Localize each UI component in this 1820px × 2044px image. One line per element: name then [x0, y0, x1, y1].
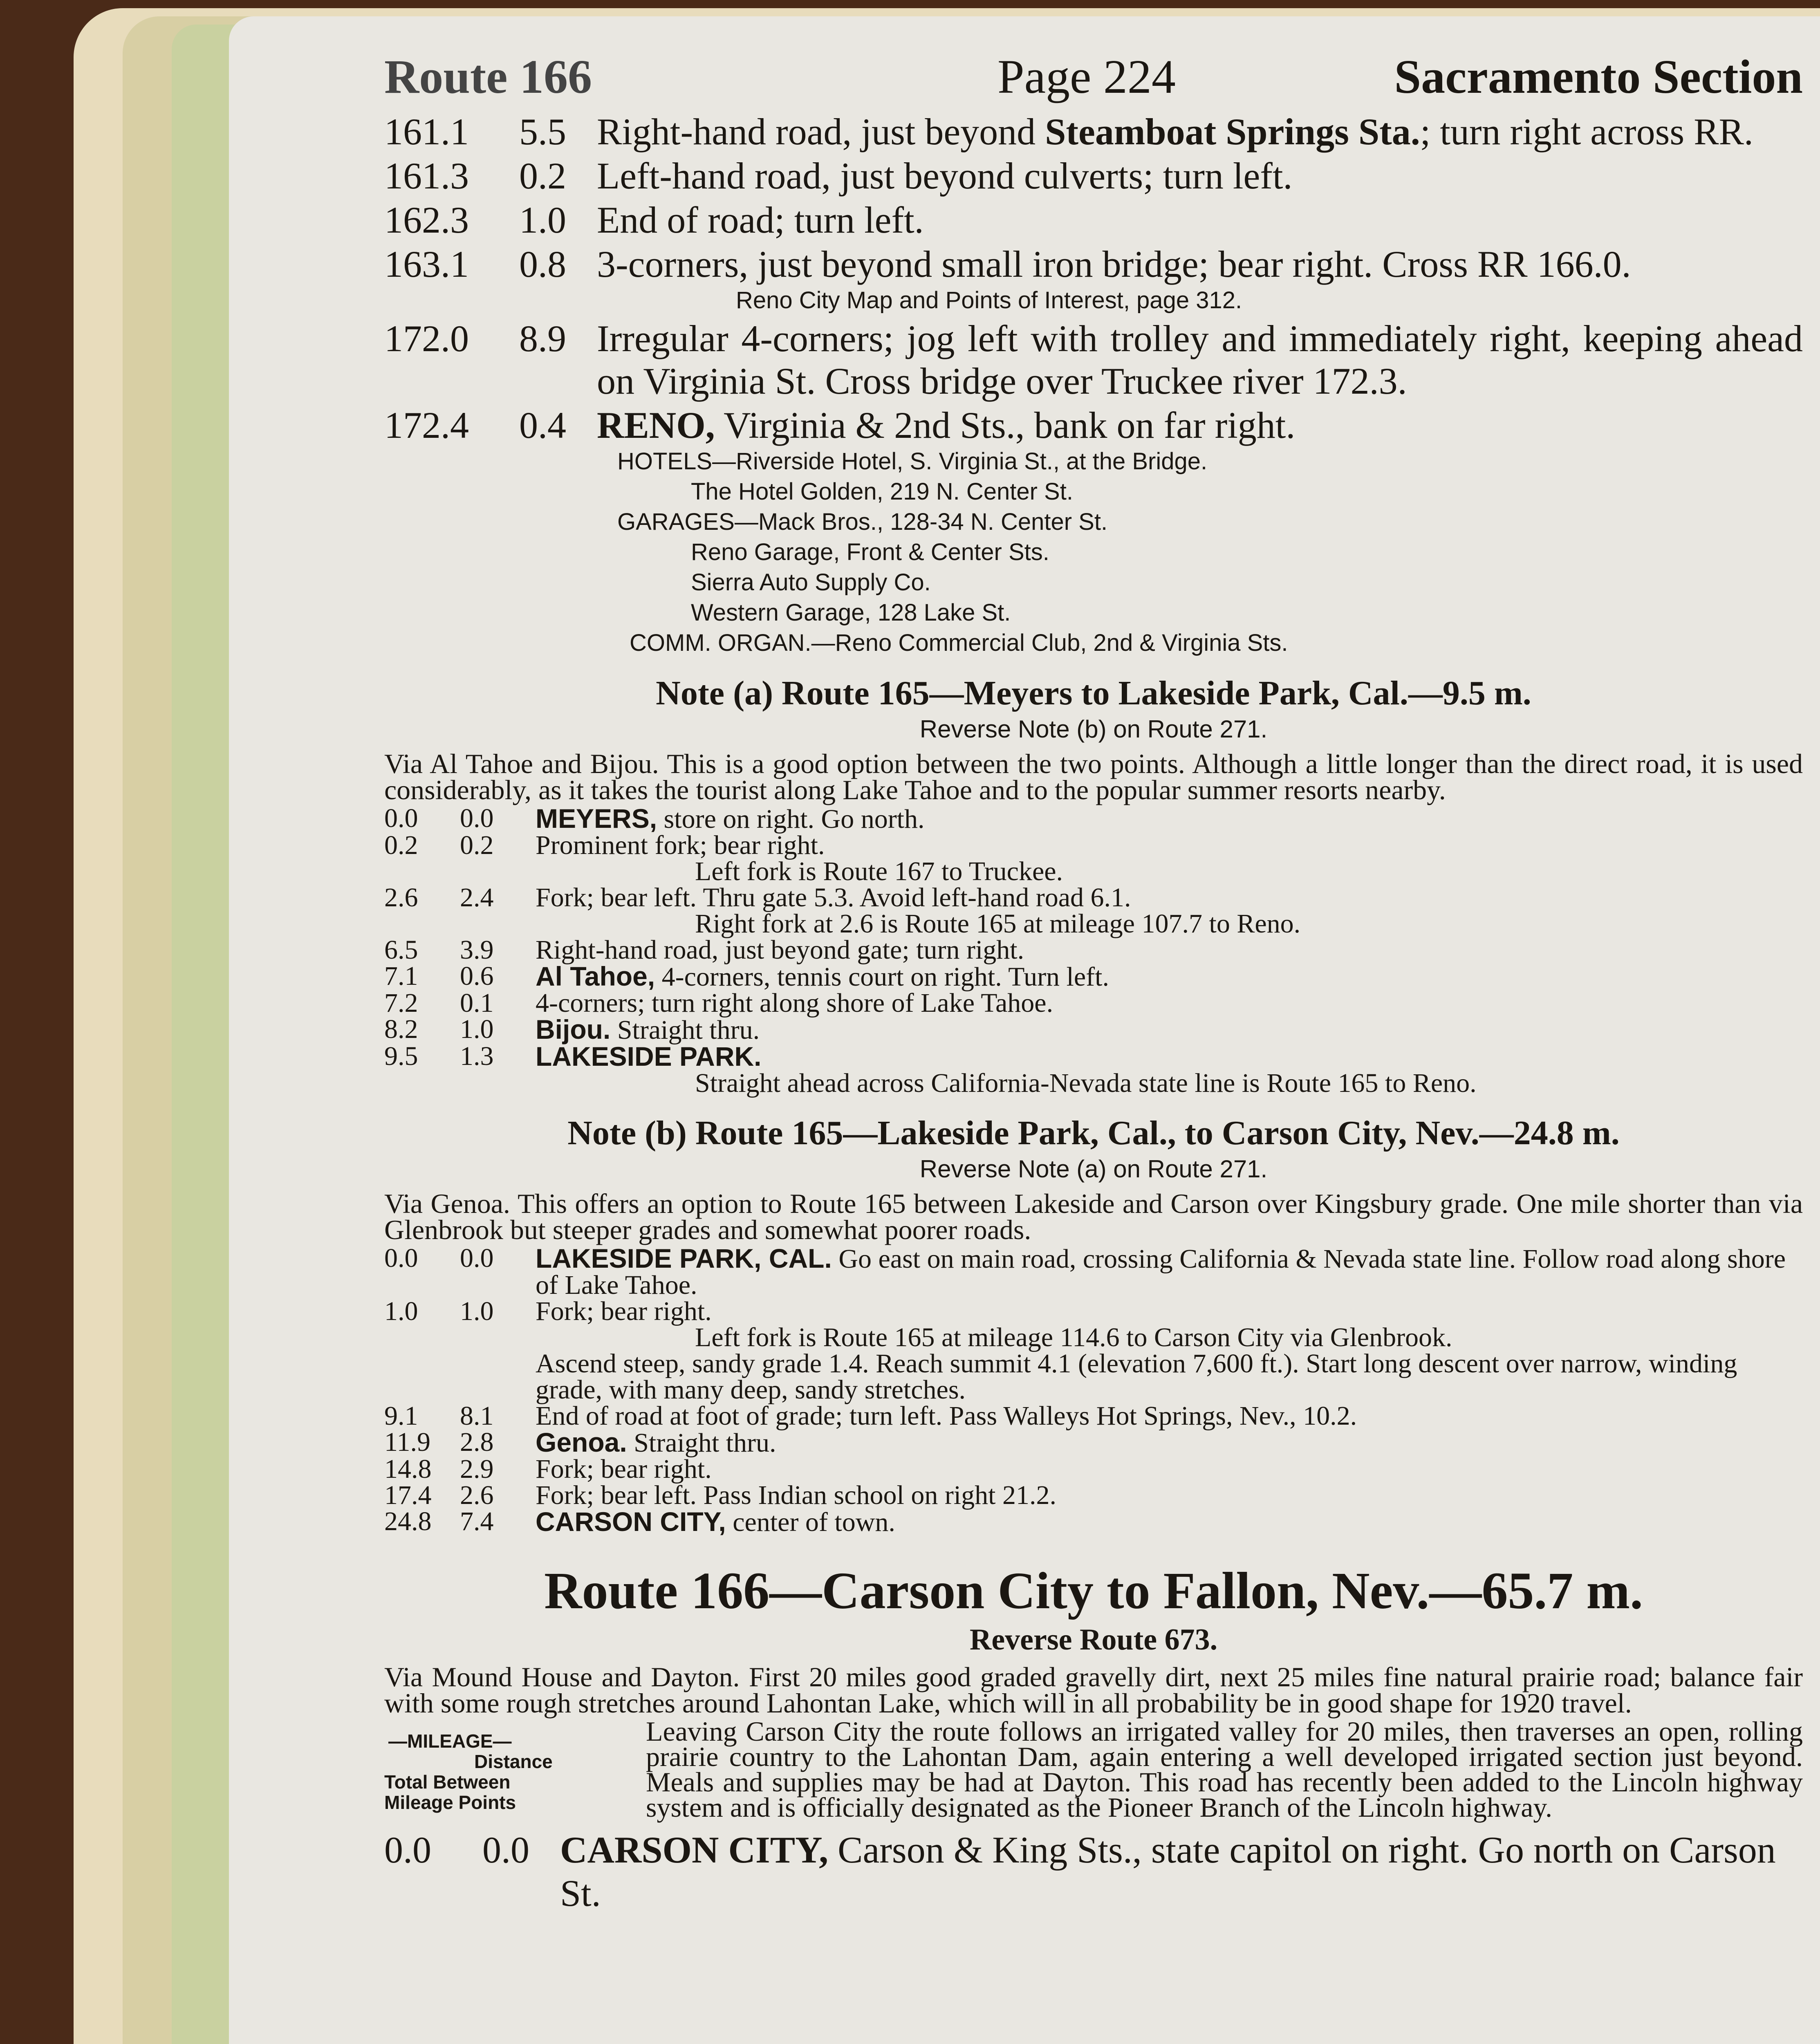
reno-detail-line: HOTELS—Riverside Hotel, S. Virginia St., at the Bridge. — [617, 448, 1208, 475]
header-route: Route 166 — [384, 50, 592, 103]
cumulative-mileage: 161.3 — [384, 155, 469, 197]
entry-detail: Go east on main road, crossing California & Nevada state line. Follow road along shore of Lake Tahoe. — [536, 1244, 1786, 1300]
entry-text — [536, 885, 1803, 911]
entry-detail: center of town. — [726, 1507, 895, 1537]
entry-text — [536, 1508, 1803, 1535]
intermediate-mileage: 0.0 — [460, 1243, 494, 1273]
place-name: Genoa. — [536, 1427, 627, 1457]
note-sub-line: Left fork is Route 167 to Truckee. — [695, 856, 1063, 886]
intermediate-mileage: 0.8 — [519, 243, 566, 285]
note-entry — [384, 963, 1803, 990]
entry-text — [597, 155, 1803, 197]
entry-detail: Straight thru. — [610, 1015, 760, 1045]
entry-detail: Fork; bear right. — [536, 1454, 712, 1484]
note-entry — [384, 1245, 1803, 1298]
place-name: LAKESIDE PARK, CAL. — [536, 1243, 832, 1273]
note-entry — [384, 1043, 1803, 1070]
place-name: MEYERS, — [536, 803, 657, 834]
entry-text — [560, 1828, 1803, 1915]
intermediate-mileage: 1.0 — [460, 1014, 494, 1044]
route-166-start — [384, 1828, 1803, 1915]
entry-text — [536, 1043, 1803, 1070]
note-entry — [384, 1016, 1803, 1043]
entry-detail: 4-corners; turn right along shore of Lake Tahoe. — [536, 988, 1053, 1018]
intermediate-mileage: 0.0 — [482, 1829, 529, 1871]
entry-text — [597, 199, 1803, 241]
place-name: RENO, — [597, 404, 715, 446]
mileage-block — [384, 1716, 1803, 1823]
note-a-reverse: Reverse Note (b) on Route 271. — [919, 715, 1268, 743]
intermediate-mileage: 1.0 — [460, 1296, 494, 1326]
reno-detail-line: COMM. ORGAN.—Reno Commercial Club, 2nd & Virginia Sts. — [630, 630, 1288, 656]
intermediate-mileage: 0.1 — [460, 988, 494, 1018]
note-entry — [384, 1298, 1803, 1325]
note-sub-line: Ascend steep, sandy grade 1.4. Reach summit 4.1 (elevation 7,600 ft.). Start long descent over narrow, winding grade, with many deep, sandy stretches. — [536, 1349, 1737, 1405]
note-b-intro: Via Genoa. This offers an option to Route 165 between Lakeside and Carson over Kingsbury grade. One mile shorter than via Glenbrook but steeper grades and somewhat poorer roads. — [384, 1188, 1803, 1245]
intermediate-mileage: 0.2 — [519, 155, 566, 197]
intermediate-mileage: 0.4 — [519, 404, 566, 446]
entry-detail: Carson & King Sts., state capitol on right. Go north on Carson St. — [560, 1829, 1776, 1914]
intermediate-mileage: 2.6 — [460, 1480, 494, 1510]
cumulative-mileage: 163.1 — [384, 243, 469, 285]
entry-text — [536, 1429, 1803, 1456]
place-name: CARSON CITY, — [560, 1829, 829, 1871]
note-a-rows — [384, 805, 1803, 1096]
intermediate-mileage: 2.4 — [460, 883, 494, 912]
mileage-key — [384, 1719, 646, 1820]
cumulative-mileage: 24.8 — [384, 1506, 432, 1536]
intermediate-mileage: 0.0 — [460, 803, 494, 833]
entry-detail: Right-hand road, just beyond — [597, 111, 1045, 152]
page-content — [384, 33, 1803, 1915]
intermediate-mileage: 8.1 — [460, 1401, 494, 1431]
cumulative-mileage: 172.0 — [384, 318, 469, 359]
entry-detail: End of road; turn left. — [597, 199, 924, 241]
entry-text — [536, 963, 1803, 990]
entry-text — [536, 1403, 1803, 1429]
route-166-intro-2: Leaving Carson City the route follows an irrigated valley for 20 miles, then traverses an open, rolling prairie country to the Lahontan Dam, again entering a well developed irrigated section just beyond. Meals and supplies may be had at Dayton. This road has recently been added to the Lincoln highway system and is officially designated as the Pioneer Branch of the Lincoln highway. — [646, 1716, 1803, 1823]
entry-text — [536, 1482, 1803, 1508]
entry-text — [536, 805, 1803, 832]
entry-text — [597, 110, 1803, 153]
cumulative-mileage: 162.3 — [384, 199, 469, 241]
note-sub-line: Right fork at 2.6 is Route 165 at mileage 107.7 to Reno. — [695, 909, 1301, 939]
reno-detail-line: Western Garage, 128 Lake St. — [691, 599, 1011, 626]
cumulative-mileage: 17.4 — [384, 1480, 432, 1510]
entry-detail: Prominent fork; bear right. — [536, 830, 825, 860]
cumulative-mileage: 7.1 — [384, 961, 418, 991]
entry-text — [536, 1456, 1803, 1482]
route-166-intro: Via Mound House and Dayton. First 20 miles good graded gravelly dirt, next 25 miles fine natural prairie road; balance fair with some rough stretches around Lahontan Lake, which will in all probability be in good shape for 1920 travel. — [384, 1661, 1803, 1719]
entry-text — [536, 832, 1803, 858]
mileage-key-distance: Distance — [474, 1751, 553, 1772]
reno-detail-line: Reno Garage, Front & Center Sts. — [691, 539, 1049, 565]
entry-text — [536, 1298, 1803, 1325]
note-entry — [384, 937, 1803, 963]
entry-172-4 — [384, 404, 1803, 446]
page-header — [384, 33, 1803, 110]
intermediate-mileage: 1.3 — [460, 1041, 494, 1071]
cumulative-mileage: 8.2 — [384, 1014, 418, 1044]
intermediate-mileage: 1.0 — [519, 199, 566, 241]
note-entry — [384, 1508, 1803, 1535]
entry-detail: Virginia & 2nd Sts., bank on far right. — [715, 404, 1296, 446]
intermediate-mileage: 3.9 — [460, 935, 494, 965]
entry-detail: 4-corners, tennis court on right. Turn left. — [655, 962, 1109, 992]
route-entry — [384, 243, 1803, 285]
route-entry — [384, 110, 1803, 153]
note-a-heading: Note (a) Route 165—Meyers to Lakeside Park, Cal.—9.5 m. — [656, 674, 1531, 712]
intermediate-mileage: 2.9 — [460, 1454, 494, 1484]
cumulative-mileage: 14.8 — [384, 1454, 432, 1484]
mileage-key-total: Total Between — [384, 1771, 511, 1793]
mileage-key-title: —MILEAGE— — [388, 1730, 512, 1752]
entry-text — [536, 990, 1803, 1016]
route-entry — [384, 155, 1803, 197]
route-166-heading: Route 166—Carson City to Fallon, Nev.—65.7 m. — [544, 1562, 1643, 1620]
main-entries — [384, 110, 1803, 285]
entry-detail: Right-hand road, just beyond gate; turn right. — [536, 935, 1024, 965]
route-entry — [384, 199, 1803, 241]
entry-text — [536, 1016, 1803, 1043]
reno-detail-line: The Hotel Golden, 219 N. Center St. — [691, 478, 1073, 505]
cumulative-mileage: 1.0 — [384, 1296, 418, 1326]
entry-detail: Fork; bear right. — [536, 1296, 712, 1326]
entry-172-0 — [384, 317, 1803, 402]
entry-detail: End of road at foot of grade; turn left. Pass Walleys Hot Springs, Nev., 10.2. — [536, 1401, 1357, 1431]
note-entry — [384, 1482, 1803, 1508]
place-name: Bijou. — [536, 1014, 611, 1044]
cumulative-mileage: 7.2 — [384, 988, 418, 1018]
cumulative-mileage: 9.1 — [384, 1401, 418, 1431]
place-name: Steamboat Springs Sta. — [1045, 111, 1420, 152]
book-page — [229, 16, 1820, 2044]
note-entry — [384, 885, 1803, 911]
intermediate-mileage: 7.4 — [460, 1506, 494, 1536]
cumulative-mileage: 0.0 — [384, 1243, 418, 1273]
note-b-rows — [384, 1245, 1803, 1535]
note-entry — [384, 990, 1803, 1016]
cumulative-mileage: 9.5 — [384, 1041, 418, 1071]
place-name: CARSON CITY, — [536, 1506, 726, 1537]
cumulative-mileage: 0.0 — [384, 1829, 431, 1871]
entry-detail: Left-hand road, just beyond culverts; turn left. — [597, 155, 1293, 197]
entry-text — [597, 243, 1803, 285]
cumulative-mileage: 0.2 — [384, 830, 418, 860]
cumulative-mileage: 6.5 — [384, 935, 418, 965]
entry-text — [536, 1245, 1803, 1298]
entry-text: Irregular 4-corners; jog left with trolley and immediately right, keeping ahead on Virginia St. Cross bridge over Truckee river 172.3. — [597, 318, 1803, 402]
note-b-reverse: Reverse Note (a) on Route 271. — [919, 1155, 1268, 1183]
cumulative-mileage: 0.0 — [384, 803, 418, 833]
note-entry — [384, 1429, 1803, 1456]
reno-details — [384, 448, 1803, 657]
note-entry — [384, 832, 1803, 858]
cumulative-mileage: 161.1 — [384, 111, 469, 152]
entry-detail: store on right. Go north. — [657, 804, 925, 834]
note-b-heading: Note (b) Route 165—Lakeside Park, Cal., to Carson City, Nev.—24.8 m. — [567, 1114, 1620, 1152]
note-a-intro: Via Al Tahoe and Bijou. This is a good option between the two points. Although a little longer than the direct road, it is used considerably, as it takes the tourist along Lake Tahoe and to the popular summer resorts nearby. — [384, 748, 1803, 805]
intermediate-mileage: 8.9 — [519, 318, 566, 359]
note-entry — [384, 1403, 1803, 1429]
entry-detail: Fork; bear left. Thru gate 5.3. Avoid left-hand road 6.1. — [536, 883, 1131, 912]
reno-detail-line: Sierra Auto Supply Co. — [691, 569, 931, 596]
cumulative-mileage: 2.6 — [384, 883, 418, 912]
header-page-number: Page 224 — [997, 50, 1176, 103]
cumulative-mileage: 11.9 — [384, 1427, 431, 1457]
route-166-reverse: Reverse Route 673. — [969, 1623, 1218, 1656]
intermediate-mileage: 0.2 — [460, 830, 494, 860]
entry-detail: Straight thru. — [627, 1428, 776, 1458]
reno-map-note: Reno City Map and Points of Interest, page 312. — [736, 287, 1242, 314]
intermediate-mileage: 5.5 — [519, 111, 566, 152]
entry-detail: 3-corners, just beyond small iron bridge; bear right. Cross RR 166.0. — [597, 243, 1631, 285]
intermediate-mileage: 0.6 — [460, 961, 494, 991]
place-name: LAKESIDE PARK. — [536, 1041, 762, 1071]
reno-detail-line: GARAGES—Mack Bros., 128-34 N. Center St. — [617, 509, 1108, 535]
entry-detail: ; turn right across RR. — [1420, 111, 1753, 152]
mileage-key-points: Mileage Points — [384, 1792, 516, 1813]
note-sub-line: Straight ahead across California-Nevada state line is Route 165 to Reno. — [695, 1068, 1477, 1098]
entry-detail: Fork; bear left. Pass Indian school on right 21.2. — [536, 1480, 1056, 1510]
note-entry — [384, 805, 1803, 832]
intermediate-mileage: 2.8 — [460, 1427, 494, 1457]
note-sub-line: Left fork is Route 165 at mileage 114.6 to Carson City via Glenbrook. — [695, 1322, 1452, 1352]
entry-text — [597, 404, 1803, 446]
cumulative-mileage: 172.4 — [384, 404, 469, 446]
header-section: Sacramento Section — [1394, 50, 1803, 103]
entry-text — [536, 937, 1803, 963]
place-name: Al Tahoe, — [536, 961, 655, 991]
note-entry — [384, 1456, 1803, 1482]
